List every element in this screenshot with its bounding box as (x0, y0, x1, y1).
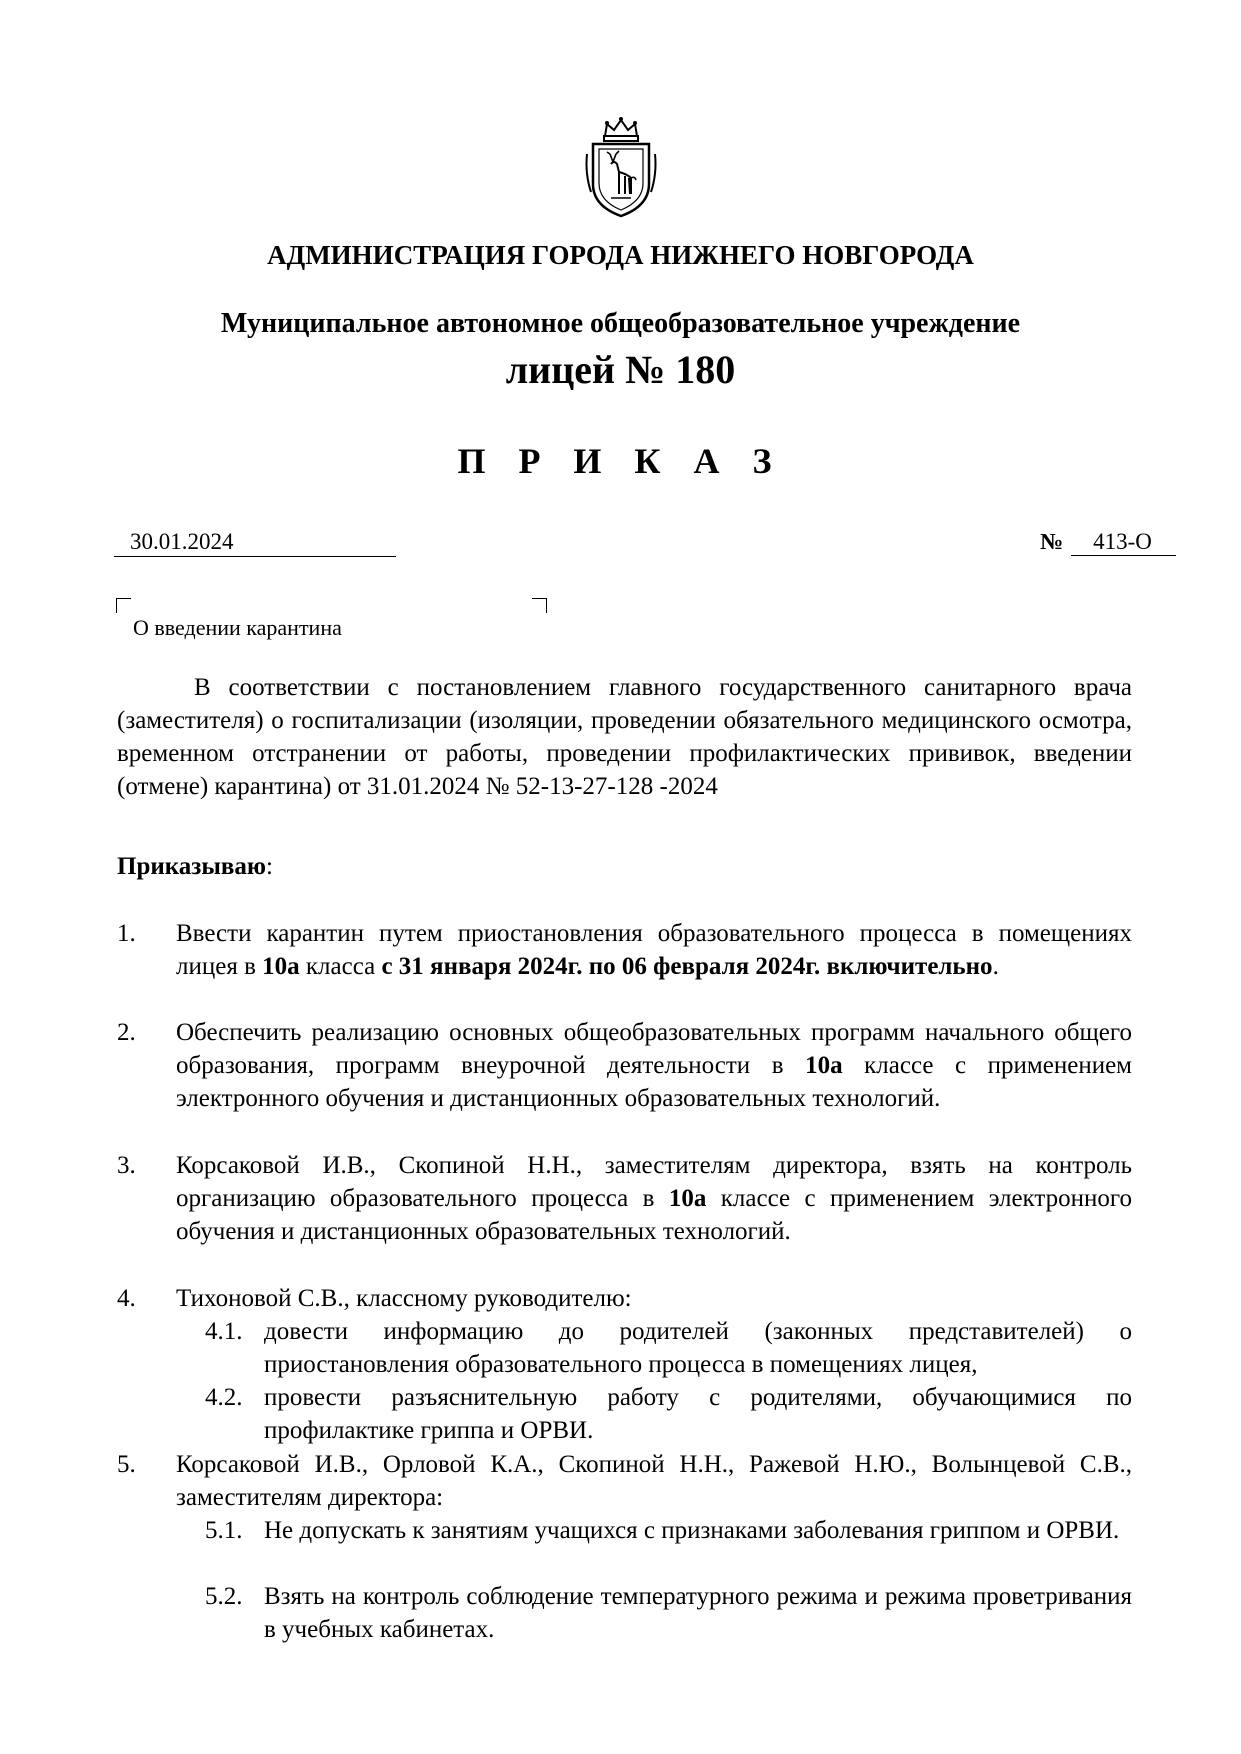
class-name: 10а (805, 1052, 843, 1079)
administration-heading: АДМИНИСТРАЦИЯ ГОРОДА НИЖНЕГО НОВГОРОДА (267, 240, 974, 270)
item-number: 5. (117, 1451, 136, 1478)
subitem-number: 5.2. (205, 1583, 243, 1610)
item-number: 4. (117, 1285, 136, 1312)
organization-number: лицей № 180 (505, 347, 736, 392)
item-text-part: Обеспечить реализацию основных общеобразовательных программ начального общего образования, программ внеурочной деятельности в (176, 1019, 1132, 1079)
subitem-text: Не допускать к занятиям учащихся с признаками заболевания гриппом и ОРВИ. (264, 1517, 1120, 1544)
subitem-text: провести разъяснительную работу с родителями, обучающимися по профилактике гриппа и ОРВИ. (264, 1384, 1132, 1444)
list-item-2 (117, 1016, 1132, 1115)
list-item-1 (117, 917, 1132, 983)
list-subitem-4-1 (205, 1315, 1132, 1381)
item-text (176, 1149, 1132, 1248)
subitem-number: 4.2. (205, 1384, 243, 1411)
item-text: Тихоновой С.В., классному руководителю: (176, 1285, 632, 1312)
order-subject: О введении карантина (133, 615, 342, 640)
order-word: Приказываю (117, 853, 266, 880)
item-number: 3. (117, 1152, 136, 1179)
item-text: Корсаковой И.В., Орловой К.А., Скопиной Н.Н., Ражевой Н.Ю., Волынцевой С.В., заместителям директора: (176, 1451, 1132, 1511)
list-item-5 (117, 1448, 1132, 1514)
item-text-part: классе с применением электронного обучения и дистанционных образовательных технологий. (176, 1052, 1132, 1112)
subject-bracket-left (116, 598, 131, 613)
item-text (176, 917, 1132, 983)
quarantine-period: с 31 января 2024г. по 06 февраля 2024г. включительно (381, 953, 993, 980)
item-number: 2. (117, 1019, 136, 1046)
organization-name: Муниципальное автономное общеобразовательное учреждение (220, 308, 1021, 339)
list-subitem-4-2 (205, 1381, 1132, 1447)
item-text-part: класса (299, 953, 382, 980)
item-text-part: Ввести карантин путем приостановления образовательного процесса в помещениях лицея в (176, 920, 1132, 980)
list-subitem-5-2 (205, 1580, 1132, 1646)
subitem-text: Взять на контроль соблюдение температурного режима и режима проветривания в учебных кабинетах. (264, 1583, 1132, 1643)
subject-bracket-right (532, 598, 547, 613)
subitem-number: 4.1. (205, 1318, 243, 1345)
order-number: 413-О (1071, 529, 1176, 556)
city-coat-of-arms-emblem (583, 114, 659, 222)
order-date: 30.01.2024 (114, 529, 396, 557)
list-subitem-5-1 (205, 1514, 1132, 1547)
list-item-4 (117, 1282, 1132, 1315)
class-name: 10а (668, 1185, 707, 1212)
item-text-part: . (992, 953, 999, 980)
list-item-3 (117, 1149, 1132, 1248)
preamble-paragraph: В соответствии с постановлением главного государственного санитарного врача (заместителя) о госпитализации (изоляции, проведении обязательного медицинского осмотра, временном отстранении от работы, проведении профилактических прививок, введении (отмене) карантина) от 31.01.2024 № 52-13-27-128 -2024 (117, 674, 1132, 800)
order-directive (117, 850, 1132, 883)
item-number: 1. (117, 920, 136, 947)
item-text-part: классе с применением электронного обучения и дистанционных образовательных технологий. (176, 1185, 1132, 1245)
number-sign: № (1040, 529, 1064, 554)
order-number-field (1040, 529, 1176, 557)
subitem-text: довести информацию до родителей (законных представителей) о приостановления образовательного процесса в помещениях лицея, (264, 1318, 1132, 1378)
order-colon: : (265, 853, 273, 880)
item-text (176, 1016, 1132, 1115)
document-type-title: П Р И К А З (457, 441, 784, 481)
item-text-part: Корсаковой И.В., Скопиной Н.Н., заместителям директора, взять на контроль организацию образовательного процесса в (176, 1152, 1132, 1212)
class-name: 10а (262, 953, 300, 980)
subitem-number: 5.1. (205, 1517, 243, 1544)
